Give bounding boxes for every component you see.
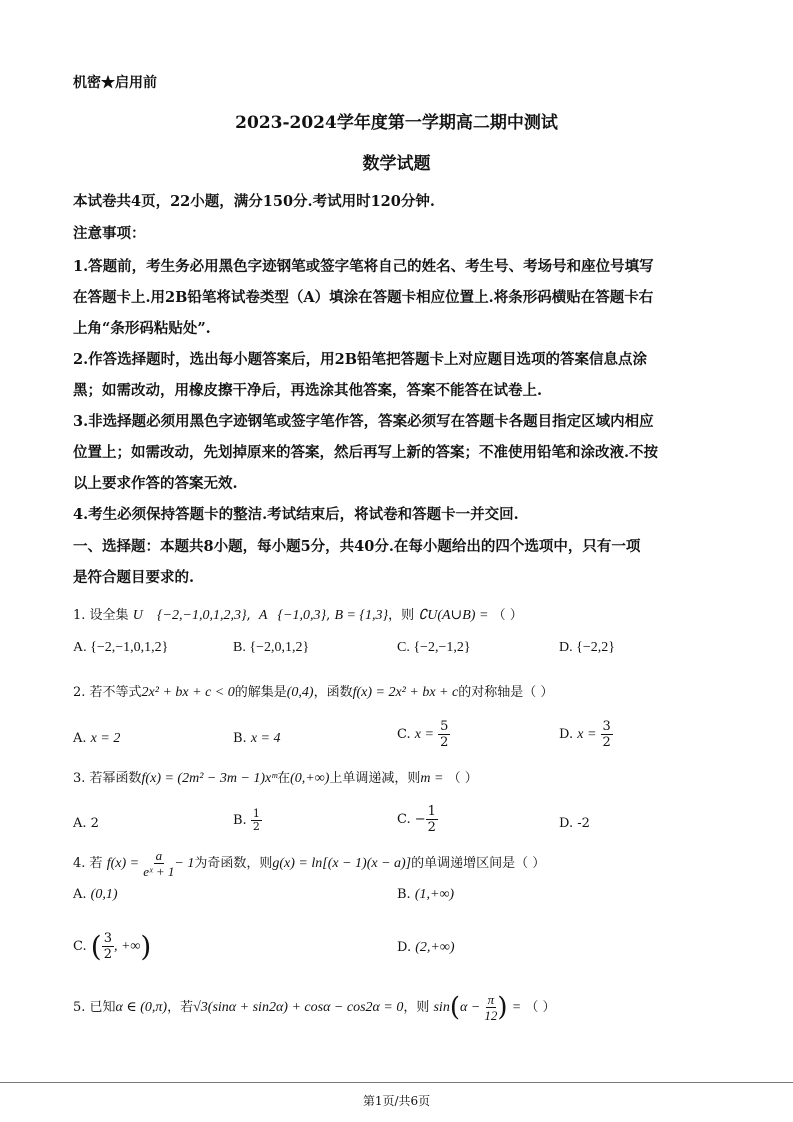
q1-option-a: A. {−2,−1,0,1,2} [73, 640, 169, 655]
notice-item-1-line-2: 在答题卡上.用2B铅笔将试卷类型（A）填涂在答题卡相应位置上.将条形码横贴在答题卡右 [73, 289, 654, 306]
q1-option-c: C. {−2,−1,2} [397, 640, 471, 655]
question-1: 1. 设全集 U {−2,−1,0,1,2,3}, A {−1,0,3}, B = {1,3}，则 ∁U(A∪B) = （ ） [73, 608, 523, 623]
exam-summary: 本试卷共4页，22小题，满分150分.考试用时120分钟. [73, 193, 435, 210]
page-number: 第1页/共6页 [362, 1094, 431, 1108]
question-4: 4. 若 f(x) = $\frac{a}{\text{eˣ + 1}}$ − 1为奇函数，则g(x) = ln[(x − 1)(x − a)]的单调递增区间是（ ） [73, 848, 546, 879]
question-3: 3. 若幂函数f(x) = (2m² − 3m − 1)xᵐ在(0,+∞)上单调递减，则m = （ ） [73, 771, 478, 786]
question-5: 5. 已知α ∈ (0,π)，若√3(sinα + sin2α) + cosα − cos2α = 0，则 sin(α − $\frac{\pi}{12}$ ) = （ ） [73, 992, 556, 1023]
notice-item-3-line-3: 以上要求作答的答案无效. [73, 475, 238, 492]
exam-title: 2023-2024学年度第一学期高二期中测试 [235, 113, 558, 133]
exam-subtitle: 数学试题 [362, 154, 431, 174]
footer-divider [0, 1082, 793, 1083]
notice-item-2-line-1: 2.作答选择题时，选出每小题答案后，用2B铅笔把答题卡上对应题目选项的答案信息点涂 [73, 351, 647, 368]
q3-option-b: B. $\frac{1}{2}$ [233, 807, 260, 833]
q1-option-d: D. {−2,2} [559, 640, 615, 655]
notice-heading: 注意事项： [73, 225, 146, 242]
notice-item-1-line-1: 1.答题前，考生务必用黑色字迹钢笔或签字笔将自己的姓名、考生号、考场号和座位号填写 [73, 258, 654, 275]
q2-option-d: D. x = $\frac{3}{2}$ [559, 719, 611, 750]
notice-item-1-line-3: 上角“条形码粘贴处”. [73, 320, 211, 337]
q2-option-b: B. x = 4 [233, 731, 281, 746]
q3-option-d: D. -2 [559, 816, 590, 831]
q2-option-a: A. x = 2 [73, 731, 121, 746]
q1-option-b: B. {−2,0,1,2} [233, 640, 310, 655]
section-1-heading-line-1: 一、选择题：本题共8小题，每小题5分，共40分.在每小题给出的四个选项中，只有一项 [73, 538, 641, 555]
notice-item-4: 4.考生必须保持答题卡的整洁.考试结束后，将试卷和答题卡一并交回. [73, 506, 519, 523]
notice-item-3-line-2: 位置上；如需改动，先划掉原来的答案，然后再写上新的答案；不准使用铅笔和涂改液.不按 [73, 444, 659, 461]
section-1-heading-line-2: 是符合题目要求的. [73, 569, 195, 586]
q3-option-a: A. 2 [73, 816, 99, 831]
confidential-mark: 机密★启用前 [73, 75, 157, 91]
notice-item-2-line-2: 黑；如需改动，用橡皮擦干净后，再选涂其他答案，答案不能答在试卷上. [73, 382, 543, 399]
q4-option-d: D. (2,+∞) [397, 940, 455, 955]
q2-option-c: C. x = $\frac{5}{2}$ [397, 719, 449, 750]
notice-item-3-line-1: 3.非选择题必须用黑色字迹钢笔或签字笔作答，答案必须写在答题卡各题目指定区域内相应 [73, 413, 654, 430]
q4-option-a: A. (0,1) [73, 887, 118, 902]
q3-option-c: C. − $\frac{1}{2}$ [397, 804, 436, 835]
question-2: 2. 若不等式2x² + bx + c < 0的解集是(0,4)，函数f(x) = 2x² + bx + c的对称轴是（ ） [73, 685, 554, 700]
q4-option-b: B. (1,+∞) [397, 887, 455, 902]
q4-option-c: C. ( $\frac{3}{2}$ , +∞) [73, 930, 152, 963]
